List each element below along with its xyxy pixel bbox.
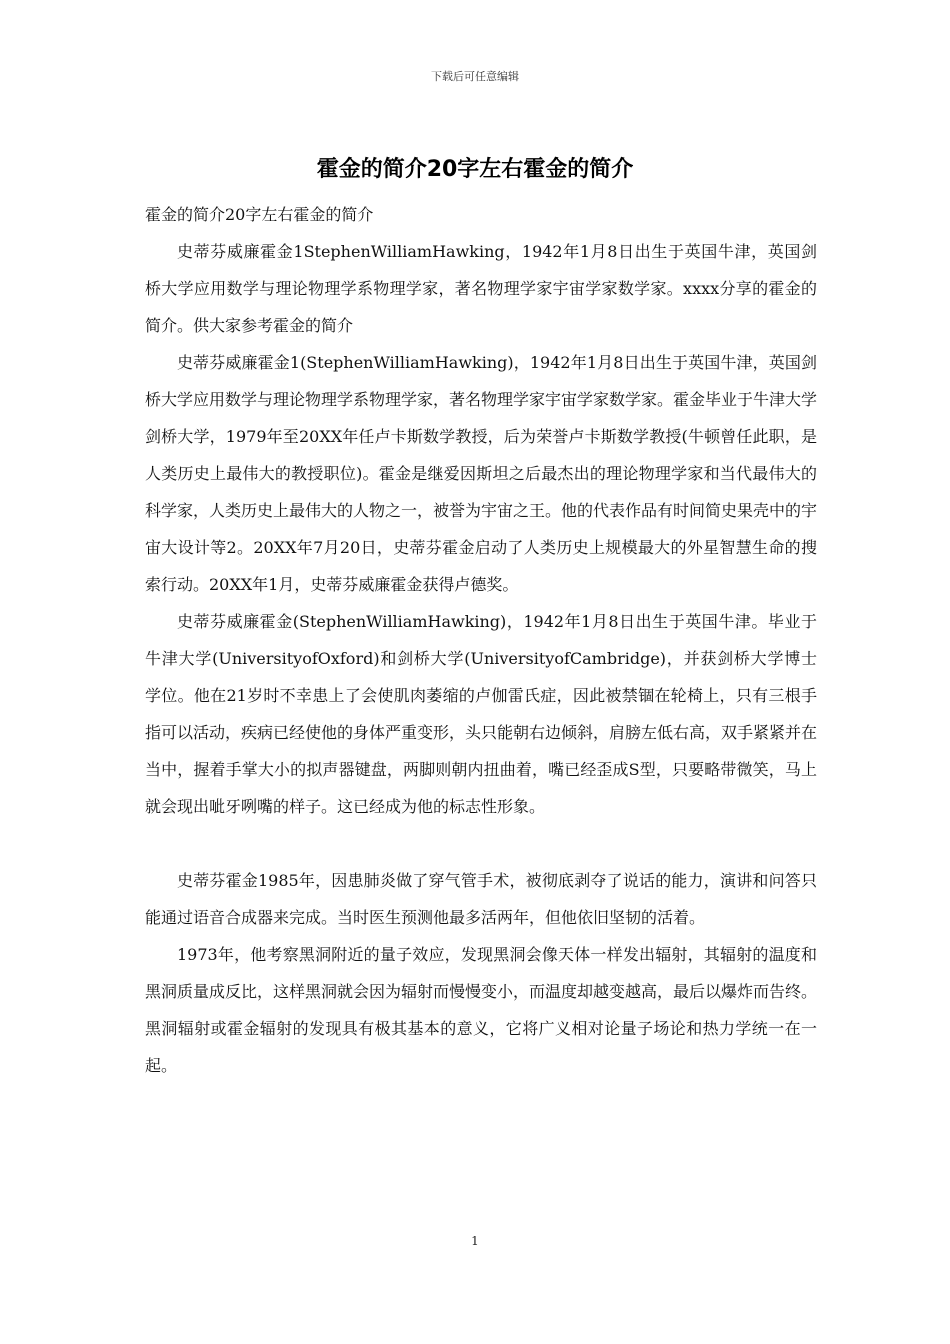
paragraph-3: 史蒂芬威廉霍金(StephenWilliamHawking)，1942年1月8日出生于英国牛津。毕业于牛津大学(UniversityofOxford)和剑桥大学(UniversityofCambridge)，并获剑桥大学博士学位。他在21岁时不幸患上了会使肌肉萎缩的卢伽雷氏症，因此被禁锢在轮椅上，只有三根手指可以活动，疾病已经使他的身体严重变形，头只能朝右边倾斜，肩膀左低右高，双手紧紧并在当中，握着手掌大小的拟声器键盘，两脚则朝内扭曲着，嘴已经歪成S型，只要略带微笑，马上就会现出呲牙咧嘴的样子。这已经成为他的标志性形象。 — [145, 612, 818, 816]
document-title: 霍金的简介20字左右霍金的简介 — [316, 157, 634, 182]
document-body — [145, 196, 817, 1084]
page-number: 1 — [471, 1234, 479, 1248]
document-subtitle: 霍金的简介20字左右霍金的简介 — [145, 205, 374, 224]
paragraph-4: 史蒂芬霍金1985年，因患肺炎做了穿气管手术，被彻底剥夺了说话的能力，演讲和问答只能通过语音合成器来完成。当时医生预测他最多活两年，但他依旧坚韧的活着。 — [145, 871, 817, 927]
header-note: 下载后可任意编辑 — [431, 70, 519, 83]
paragraph-5: 1973年，他考察黑洞附近的量子效应，发现黑洞会像天体一样发出辐射，其辐射的温度和黑洞质量成反比，这样黑洞就会因为辐射而慢慢变小，而温度却越变越高，最后以爆炸而告终。黑洞辐射或霍金辐射的发现具有极其基本的意义，它将广义相对论量子场论和热力学统一在一起。 — [145, 945, 818, 1075]
paragraph-1: 史蒂芬威廉霍金1StephenWilliamHawking，1942年1月8日出生于英国牛津，英国剑桥大学应用数学与理论物理学系物理学家，著名物理学家宇宙学家数学家。xxxx分享的霍金的简介。供大家参考霍金的简介 — [145, 242, 817, 335]
paragraph-2: 史蒂芬威廉霍金1(StephenWilliamHawking)，1942年1月8日出生于英国牛津，英国剑桥大学应用数学与理论物理学系物理学家，著名物理学家宇宙学家数学家。霍金毕业于牛津大学剑桥大学，1979年至20XX年任卢卡斯数学教授，后为荣誉卢卡斯数学教授(牛顿曾任此职，是人类历史上最伟大的教授职位)。霍金是继爱因斯坦之后最杰出的理论物理学家和当代最伟大的科学家，人类历史上最伟大的人物之一，被誉为宇宙之王。他的代表作品有时间简史果壳中的宇宙大设计等2。20XX年7月20日，史蒂芬霍金启动了人类历史上规模最大的外星智慧生命的搜索行动。20XX年1月，史蒂芬威廉霍金获得卢德奖。 — [145, 353, 818, 594]
